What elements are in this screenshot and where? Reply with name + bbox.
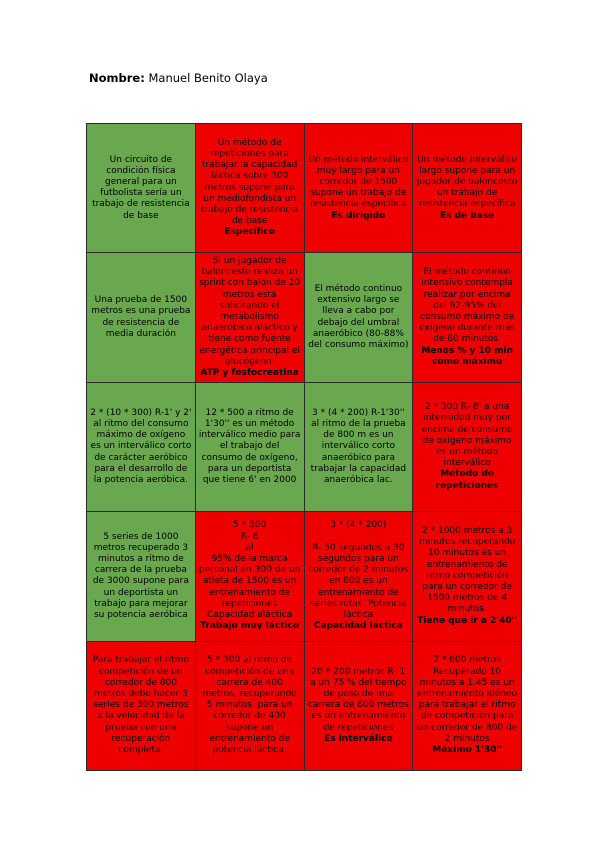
cell-statement: 12 * 500 a ritmo de 1'30'' es un método interválico medio para el trabajo del consumo de oxígeno, para un deportista que tiene 6' en 2000 bbox=[198, 407, 301, 485]
cell-statement: 2 * 300 R- 8' a una intensidad muy por encima de consumo de oxígeno máximo es un método interválico bbox=[421, 402, 513, 469]
cell-statement: 5 * 300 al ritmo de competición de una carrera de 400 metros, recuperando 5 minutos, para un corredor de 400 supone un entrenamiento de potencia láctica. bbox=[202, 655, 297, 755]
cell-statement: 2 * 600 metros Recuperado 10 minutos a 1.45 es un entrenamiento idóneo para trabajar el ritmo de competición para un corredor de 800 de 2 minutos bbox=[416, 655, 518, 744]
cell-correction: Trabajo muy láctico bbox=[200, 621, 299, 632]
grid-cell-red bbox=[413, 253, 522, 382]
student-name: Manuel Benito Olaya bbox=[148, 71, 268, 85]
name-line bbox=[89, 71, 268, 85]
grid-row bbox=[87, 253, 522, 382]
grid-cell-green bbox=[304, 253, 413, 382]
cell-statement: Si un jugador de baloncesto realiza un sprint con balón de 20 metros está solicitando el metabolismo anaeróbico aláctico y tiene como fuente energética principal el glucógeno. bbox=[199, 255, 301, 367]
cell-correction: Es dirigido bbox=[331, 210, 386, 221]
grid-cell-green bbox=[304, 382, 413, 511]
grid-row bbox=[87, 641, 522, 770]
cell-correction: Es interválico bbox=[324, 733, 393, 744]
cell-statement: 5 series de 1000 metros recuperado 3 minutos a ritmo de carrera de la prueba de 3000 supone para un deportista un trabajo para mejorar su potencia aeróbica bbox=[92, 531, 189, 620]
exercise-grid bbox=[86, 123, 522, 771]
grid-row bbox=[87, 382, 522, 511]
cell-statement: Una prueba de 1500 metros es una prueba de resistencia de media duración bbox=[91, 295, 191, 339]
grid-cell-red bbox=[87, 641, 196, 770]
grid-cell-green bbox=[87, 382, 196, 511]
name-label: Nombre: bbox=[89, 71, 145, 85]
cell-statement: 20 * 200 metros R- 1 a un 75 % del tiempo de paso de una carrera de 800 metros es un entrenamiento de repeticiones bbox=[307, 666, 409, 733]
grid-cell-red bbox=[195, 124, 304, 253]
cell-statement: 2 * (10 * 300) R-1' y 2' al ritmo del consumo máximo de oxígeno es un interválico corto de carácter aeróbico para el desarrollo de la potencia aeróbica. bbox=[90, 407, 192, 485]
cell-statement: Un método interválico largo supone para un jugador de baloncesto un trabajo de resistencia específica bbox=[416, 154, 518, 210]
cell-correction: ATP y fosfocreatina bbox=[200, 368, 299, 378]
grid-cell-red bbox=[413, 382, 522, 511]
cell-correction: Es de base bbox=[439, 210, 495, 221]
cell-statement: Para trabajar el ritmo competición de un corredor de 800 metros debo hacer 3 series de 300 metros a la velocidad de la prueba con una recuperación completa. bbox=[92, 655, 189, 755]
cell-correction: Tiene que ir a 2'40'' bbox=[417, 615, 518, 626]
grid-cell-green bbox=[87, 253, 196, 382]
cell-correction: Máximo 1'30'' bbox=[432, 744, 502, 755]
grid-row bbox=[87, 124, 522, 253]
grid-cell-green bbox=[87, 124, 196, 253]
cell-statement: 3 * (4 * 200) R- 50 segundos a 30 segundos para un corredor de 2 minutos en 800 es un entrenamiento de series rotas. Potencia láctica bbox=[308, 520, 409, 620]
grid-cell-red bbox=[195, 253, 304, 382]
cell-statement: Un circuito de condición física general para un futbolista sería un trabajo de resistencia de base bbox=[92, 154, 190, 221]
cell-correction: Capacidad láctica bbox=[313, 621, 403, 632]
grid-cell-red bbox=[413, 124, 522, 253]
grid-cell-red bbox=[195, 512, 304, 641]
grid-cell-red bbox=[413, 641, 522, 770]
cell-statement: El método continuo extensivo largo se lleva a cabo por debajo del umbral anaeróbico (80-88% del consumo máximo) bbox=[308, 283, 409, 350]
cell-statement: Un método interválico muy largo para un corredor de 1500 supone un trabajo de resistencia específica bbox=[308, 154, 409, 210]
grid-cell-green bbox=[87, 512, 196, 641]
cell-correction: Menos % y 10 min como máximo bbox=[421, 345, 514, 367]
grid-cell-red bbox=[304, 512, 413, 641]
grid-cell-red bbox=[195, 641, 304, 770]
cell-statement: 2 * 1000 metros a 3 minutos recuperando 10 minutos es un entrenamiento de ritmo competición para un corredor de 1500 metros de 4 minutos. bbox=[418, 525, 516, 615]
cell-correction: Método de repeticiones bbox=[435, 469, 499, 491]
cell-statement: 5 * 300 R- 6 al 95% de la marca personal en 300 de un atleta de 1500 es un entrenamiento de repeticiones Capacidad aláctica bbox=[198, 520, 301, 620]
grid-row bbox=[87, 512, 522, 641]
grid-cell-green bbox=[195, 382, 304, 511]
grid-body bbox=[87, 124, 522, 771]
cell-statement: El método continuo intensivo contempla realizar por encima del 92-95% del consumo máximo de oxígeno durante más de 80 minutos. bbox=[419, 267, 515, 345]
grid-cell-red bbox=[304, 641, 413, 770]
grid-cell-red bbox=[413, 512, 522, 641]
cell-statement: 3 * (4 * 200) R-1'30'' al ritmo de la prueba de 800 m es un interválico corto anaeróbico para trabajar la capacidad anaeróbica lac. bbox=[310, 407, 407, 485]
grid-cell-red bbox=[304, 124, 413, 253]
cell-statement: Un método de repeticiones para trabajar la capacidad láctica sobre 300 metros supone para un mediofondista un trabajo de resistencia de base bbox=[200, 137, 299, 227]
cell-correction: Específico bbox=[224, 227, 275, 238]
